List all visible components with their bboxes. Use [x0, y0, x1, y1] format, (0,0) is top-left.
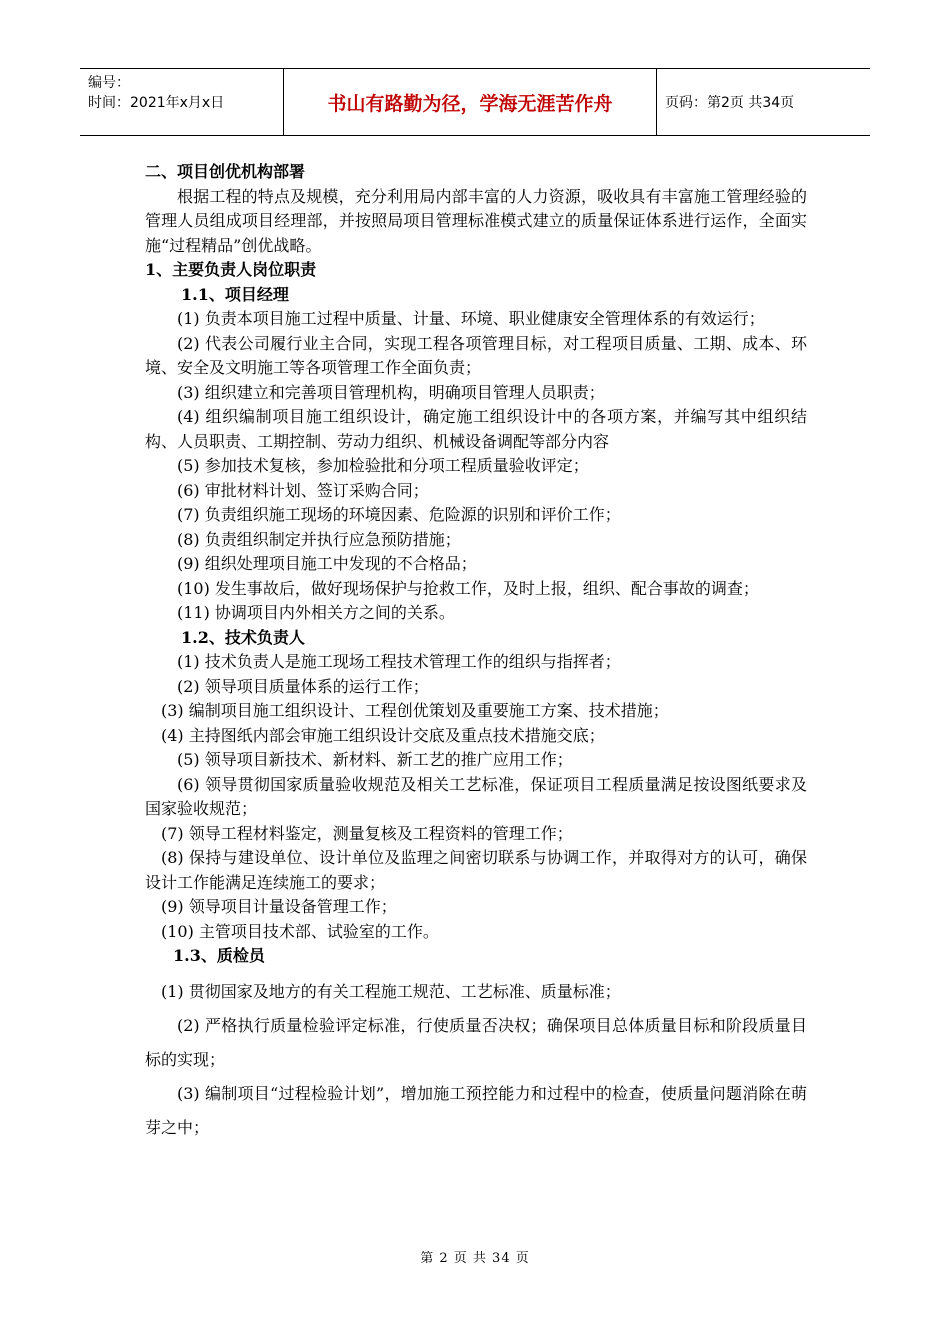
list-item: (1) 技术负责人是施工现场工程技术管理工作的组织与指挥者； [177, 652, 621, 671]
page-footer: 第 2 页 共 34 页 [420, 1251, 530, 1266]
list-item: (8) 保持与建设单位、设计单位及监理之间密切联系与协调工作，并取得对方的认可，确保设计工作能满足连续施工的要求； [145, 848, 807, 892]
list-item: (2) 严格执行质量检验评定标准，行使质量否决权；确保项目总体质量目标和阶段质量目标的实现； [145, 1015, 807, 1069]
list-item: (9) 领导项目计量设备管理工作； [161, 897, 397, 916]
header-motto: 书山有路勤为径，学海无涯苦作舟 [283, 69, 657, 135]
heading-technical-lead: 1.2、技术负责人 [181, 627, 305, 647]
list-item: (8) 负责组织制定并执行应急预防措施； [177, 529, 461, 549]
list-item: (2) 代表公司履行业主合同，实现工程各项管理目标，对工程项目质量、工期、成本、环境、安全及文明施工等各项管理工作全面负责； [145, 333, 807, 377]
list-item: (11) 协调项目内外相关方之间的关系。 [177, 603, 455, 622]
header-left-cell [80, 69, 283, 135]
list-item: (5) 领导项目新技术、新材料、新工艺的推广应用工作； [177, 750, 573, 769]
list-item: (3) 组织建立和完善项目管理机构，明确项目管理人员职责； [177, 382, 605, 402]
list-item: (9) 组织处理项目施工中发现的不合格品； [177, 554, 477, 573]
heading-responsibilities: 1、主要负责人岗位职责 [145, 260, 317, 279]
list-item: (6) 审批材料计划、签订采购合同； [177, 480, 429, 500]
header-page-info: 页码：第2页 共34页 [665, 95, 795, 111]
list-item: (1) 贯彻国家及地方的有关工程施工规范、工艺标准、质量标准； [161, 981, 621, 1001]
list-item: (1) 负责本项目施工过程中质量、计量、环境、职业健康安全管理体系的有效运行； [177, 309, 765, 328]
list-item: (3) 编制项目“过程检验计划”，增加施工预控能力和过程中的检查，使质量问题消除在萌芽之中； [145, 1083, 807, 1137]
list-item: (10) 发生事故后，做好现场保护与抢救工作，及时上报，组织、配合事故的调查； [177, 578, 759, 598]
list-item: (2) 领导项目质量体系的运行工作； [177, 676, 429, 696]
list-item: (10) 主管项目技术部、试验室的工作。 [161, 921, 439, 941]
heading-quality-inspector: 1.3、质检员 [173, 946, 265, 965]
list-item: (7) 负责组织施工现场的环境因素、危险源的识别和评价工作； [177, 505, 621, 524]
section-title: 二、项目创优机构部署 [145, 162, 306, 181]
intro-paragraph: 根据工程的特点及规模，充分利用局内部丰富的人力资源，吸收具有丰富施工管理经验的管理人员组成项目经理部，并按照局项目管理标准模式建立的质量保证体系进行运作，全面实施“过程精品”创优战略。 [145, 186, 807, 255]
list-item: (5) 参加技术复核，参加检验批和分项工程质量验收评定； [177, 456, 589, 475]
document-date: 时间：2021年x月x日 [88, 95, 225, 111]
list-item: (6) 领导贯彻国家质量验收规范及相关工艺标准，保证项目工程质量满足按设图纸要求及国家验收规范； [145, 774, 807, 818]
document-number-label: 编号： [88, 75, 130, 91]
list-item: (4) 组织编制项目施工组织设计，确定施工组织设计中的各项方案，并编写其中组织结构、人员职责、工期控制、劳动力组织、机械设备调配等部分内容 [145, 407, 807, 451]
list-item: (7) 领导工程材料鉴定，测量复核及工程资料的管理工作； [161, 823, 573, 843]
page-header [80, 68, 870, 136]
list-item: (4) 主持图纸内部会审施工组织设计交底及重点技术措施交底； [161, 725, 605, 745]
list-item: (3) 编制项目施工组织设计、工程创优策划及重要施工方案、技术措施； [161, 701, 669, 720]
document-body [145, 160, 807, 1145]
heading-project-manager: 1.1、项目经理 [181, 284, 289, 304]
